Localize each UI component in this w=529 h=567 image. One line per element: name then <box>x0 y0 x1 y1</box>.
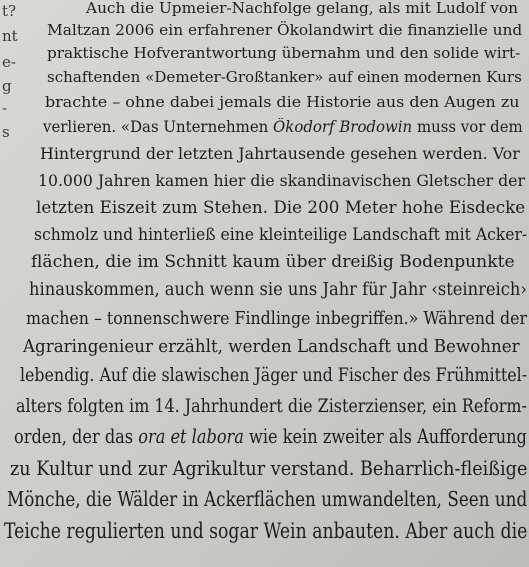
text-line <box>43 120 523 136</box>
text-line: alters folgten im 14. Jahrhundert die Zisterzienser, ein Reform- <box>16 395 527 417</box>
text-line: brachte – ohne dabei jemals die Historie aus den Augen zu <box>45 93 520 111</box>
margin-fragment: nt <box>2 27 18 45</box>
text-run: muss vor dem <box>412 118 523 136</box>
text-line: zu Kultur und zur Agrikultur verstand. Beharrlich-fleißige <box>10 456 528 480</box>
text-line: Agraringenieur erzählt, werden Landschaft und Bewohner <box>23 336 520 357</box>
margin-fragment: - <box>2 99 8 117</box>
italic-title: Ökodorf Brodowin <box>273 118 413 136</box>
text-line: 10.000 Jahren kamen hier die skandinavischen Gletscher der <box>38 171 525 190</box>
margin-fragment: g <box>2 77 12 95</box>
text-line: hinauskommen, auch wenn sie uns Jahr für Jahr ‹steinreich› <box>29 280 527 300</box>
text-line: lebendig. Auf die slawischen Jäger und Fischer des Frühmittel- <box>20 365 528 386</box>
text-line: schaftenden «Demeter-Großtanker» auf einen modernen Kurs <box>47 68 522 86</box>
text-run: wie kein zweiter als Aufforderung <box>243 425 527 448</box>
text-line: flächen, die im Schnitt kaum über dreißig Bodenpunkte <box>31 252 515 272</box>
text-line: Hintergrund der letzten Jahrtausende gesehen werden. Vor <box>40 144 520 163</box>
margin-fragment: s <box>2 123 10 141</box>
text-line: praktische Hofverantwortung übernahm und den solide wirt- <box>47 44 521 62</box>
text-line: letzten Eiszeit zum Stehen. Die 200 Meter hohe Eisdecke <box>36 198 526 217</box>
text-line: machen – tonnenschwere Findlinge inbegriffen.» Während der <box>26 308 528 329</box>
text-line: Auch die Upmeier-Nachfolge gelang, als mit Ludolf von <box>86 0 518 17</box>
text-line: Maltzan 2006 ein erfahrener Ökolandwirt die finanzielle und <box>47 21 523 39</box>
text-line <box>14 427 527 447</box>
text-run: orden, der das <box>14 425 139 448</box>
text-line: Mönche, die Wälder in Ackerflächen umwandelten, Seen und <box>7 487 528 511</box>
text-run: verlieren. «Das Unternehmen <box>43 118 274 136</box>
italic-title: ora et labora <box>138 425 244 448</box>
margin-fragment: t? <box>2 2 17 20</box>
text-line: Teiche regulierten und sogar Wein anbauten. Aber auch die <box>4 519 528 543</box>
margin-fragment: e- <box>2 53 16 71</box>
text-line: schmolz und hinterließ eine kleinteilige Landschaft mit Acker- <box>34 225 528 245</box>
